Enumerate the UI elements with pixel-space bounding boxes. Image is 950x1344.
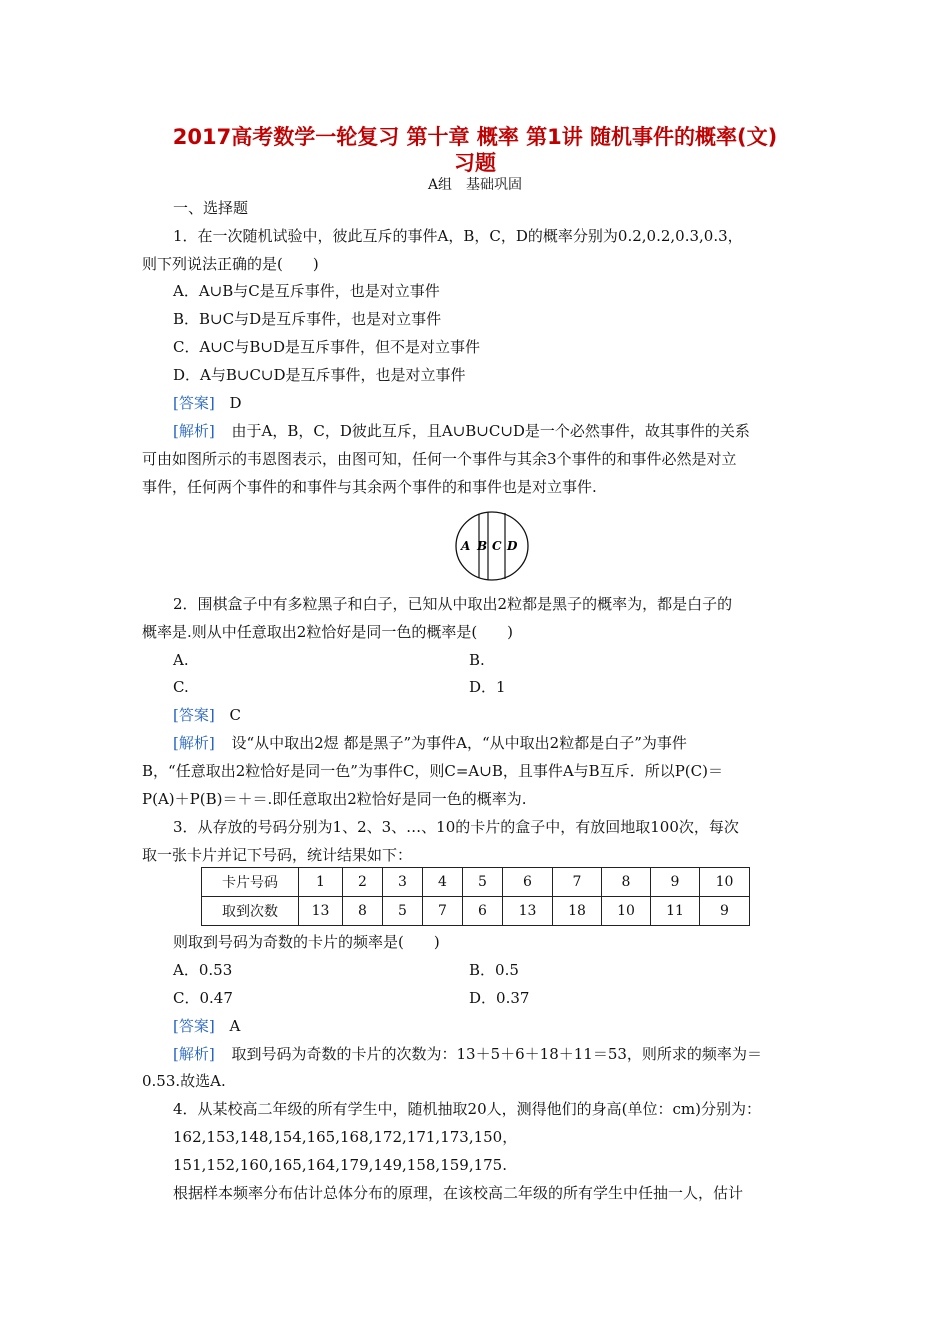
table-cell: 10 <box>700 868 750 897</box>
table-cell: 11 <box>651 897 700 926</box>
q2-analysis-line-3: P(A)＋P(B)＝＋＝.即任意取出2粒恰好是同一色的概率为. <box>142 790 527 808</box>
q3-answer <box>173 1016 240 1036</box>
q1-option-d: D．A与B∪C∪D是互斥事件，也是对立事件 <box>173 366 466 384</box>
table-cell: 8 <box>343 897 383 926</box>
table-cell: 18 <box>553 897 602 926</box>
table-cell: 9 <box>700 897 750 926</box>
venn-label-a: A <box>461 539 471 553</box>
table-cell: 6 <box>503 868 553 897</box>
q2-analysis-line-2: B，“任意取出2粒恰好是同一色”为事件C，则C=A∪B，且事件A与B互斥．所以P(C)＝ <box>142 762 723 780</box>
table-cell: 8 <box>602 868 651 897</box>
q1-option-b: B．B∪C与D是互斥事件，也是对立事件 <box>173 310 442 328</box>
answer-value: C <box>229 706 241 724</box>
q4-data-line-2: 151,152,160,165,164,179,149,158,159,175. <box>173 1156 507 1174</box>
table-cell: 13 <box>299 897 343 926</box>
q3-analysis-line-2: 0.53.故选A. <box>142 1072 226 1090</box>
table-cell: 1 <box>299 868 343 897</box>
q2-option-a: A. <box>173 651 189 669</box>
table-cell: 6 <box>463 897 503 926</box>
q1-analysis-line-1 <box>173 421 750 441</box>
q2-answer <box>173 705 241 725</box>
answer-tag: [答案] <box>173 394 215 412</box>
analysis-tag: [解析] <box>173 422 215 440</box>
table-cell: 7 <box>423 897 463 926</box>
frequency-table <box>201 867 750 926</box>
subtitle: A组 基础巩固 <box>427 177 523 193</box>
q4-stem-line-2: 根据样本频率分布估计总体分布的原理，在该校高二年级的所有学生中任抽一人，估计 <box>173 1184 744 1202</box>
q2-option-c: C. <box>173 678 189 696</box>
q4-stem-line-1: 4．从某校高二年级的所有学生中，随机抽取20人，测得他们的身高(单位：cm)分别为： <box>173 1100 761 1118</box>
q1-analysis-line-2: 可由如图所示的韦恩图表示，由图可知，任何一个事件与其余3个事件的和事件必然是对立 <box>142 450 737 468</box>
q3-analysis-line-1 <box>173 1044 762 1064</box>
venn-label-d: D <box>507 539 518 553</box>
q3-stem-line-3: 则取到号码为奇数的卡片的频率是( ) <box>173 933 440 951</box>
q1-answer <box>173 393 242 413</box>
table-cell: 2 <box>343 868 383 897</box>
analysis-text: 由于A，B，C，D彼此互斥，且A∪B∪C∪D是一个必然事件，故其事件的关系 <box>231 422 750 440</box>
q2-option-b: B. <box>469 651 485 669</box>
q4-data-line-1: 162,153,148,154,165,168,172,171,173,150， <box>173 1128 518 1146</box>
q3-option-a: A．0.53 <box>173 961 233 979</box>
answer-value: A <box>229 1017 241 1035</box>
venn-label-b: B <box>477 539 488 553</box>
table-cell: 10 <box>602 897 651 926</box>
q3-option-d: D．0.37 <box>469 989 530 1007</box>
table-cell: 7 <box>553 868 602 897</box>
table-row <box>202 868 750 897</box>
table-row-header: 取到次数 <box>202 897 299 926</box>
table-cell: 5 <box>463 868 503 897</box>
table-cell: 4 <box>423 868 463 897</box>
table-row <box>202 897 750 926</box>
analysis-tag: [解析] <box>173 734 215 752</box>
q2-stem-line-2: 概率是.则从中任意取出2粒恰好是同一色的概率是( ) <box>142 623 514 641</box>
table-cell: 13 <box>503 897 553 926</box>
section-heading: 一、选择题 <box>173 199 249 217</box>
answer-tag: [答案] <box>173 1017 215 1035</box>
q1-stem-line-1: 1．在一次随机试验中，彼此互斥的事件A，B，C，D的概率分别为0.2,0.2,0.3,0.3， <box>173 227 743 245</box>
venn-diagram <box>454 510 530 582</box>
venn-label-c: C <box>492 539 502 553</box>
table-cell: 3 <box>383 868 423 897</box>
answer-value: D <box>229 394 242 412</box>
q3-option-b: B．0.5 <box>469 961 519 979</box>
q1-analysis-line-3: 事件，任何两个事件的和事件与其余两个事件的和事件也是对立事件. <box>142 478 597 496</box>
analysis-tag: [解析] <box>173 1045 215 1063</box>
q1-option-c: C．A∪C与B∪D是互斥事件，但不是对立事件 <box>173 338 480 356</box>
analysis-text: 取到号码为奇数的卡片的次数为：13＋5＋6＋18＋11＝53，则所求的频率为＝ <box>231 1045 762 1063</box>
q2-option-d: D．1 <box>469 678 506 696</box>
q2-stem-line-1: 2．围棋盒子中有多粒黑子和白子，已知从中取出2粒都是黑子的概率为，都是白子的 <box>173 595 733 613</box>
q1-stem-line-2: 则下列说法正确的是( ) <box>142 255 319 273</box>
analysis-text: 设“从中取出2煜 都是黑子”为事件A，“从中取出2粒都是白子”为事件 <box>231 734 687 752</box>
q3-option-c: C．0.47 <box>173 989 233 1007</box>
title-line-1: 2017高考数学一轮复习 第十章 概率 第1讲 随机事件的概率(文) <box>172 125 778 149</box>
table-cell: 5 <box>383 897 423 926</box>
table-row-header: 卡片号码 <box>202 868 299 897</box>
q1-option-a: A．A∪B与C是互斥事件，也是对立事件 <box>173 282 440 300</box>
title-line-2: 习题 <box>454 151 496 175</box>
table-cell: 9 <box>651 868 700 897</box>
answer-tag: [答案] <box>173 706 215 724</box>
q2-analysis-line-1 <box>173 733 687 753</box>
q3-stem-line-2: 取一张卡片并记下号码，统计结果如下： <box>142 846 413 864</box>
q3-stem-line-1: 3．从存放的号码分别为1、2、3、…、10的卡片的盒子中，有放回地取100次，每次 <box>173 818 739 836</box>
